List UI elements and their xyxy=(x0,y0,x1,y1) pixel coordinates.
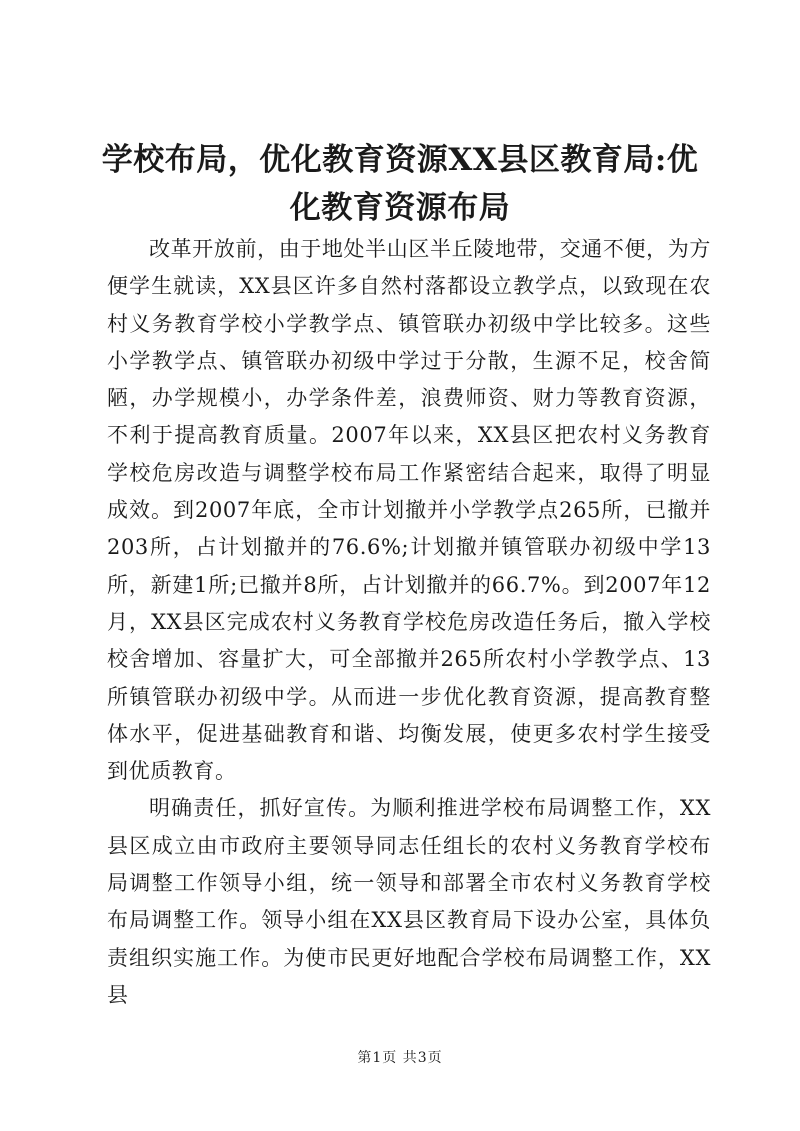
paragraph: 明确责任，抓好宣传。为顺利推进学校布局调整工作，XX县区成立由市政府主要领导同志任组长的农村义务教育学校布局调整工作领导小组，统一领导和部署全市农村义务教育学校布局调整工作。领导小组在XX县区教育局下设办公室，具体负责组织实施工作。为使市民更好地配合学校布局调整工作，XX县 xyxy=(107,796,711,1007)
page-number: 第1页 共3页 xyxy=(357,1050,443,1066)
document-title: 学校布局，优化教育资源XX县区教育局:优化教育资源布局 xyxy=(101,142,699,226)
document-body xyxy=(107,231,711,1014)
paragraph: 改革开放前，由于地处半山区半丘陵地带，交通不便，为方便学生就读，XX县区许多自然村落都设立教学点，以致现在农村义务教育学校小学教学点、镇管联办初级中学比较多。这些小学教学点、镇管联办初级中学过于分散，生源不足，校舍简陋，办学规模小，办学条件差，浪费师资、财力等教育资源，不利于提高教育质量。2007年以来，XX县区把农村义务教育学校危房改造与调整学校布局工作紧密结合起来，取得了明显成效。到2007年底，全市计划撤并小学教学点265所，已撤并203所，占计划撤并的76.6%;计划撤并镇管联办初级中学13所，新建1所;已撤并8所，占计划撤并的66.7%。到2007年12月，XX县区完成农村义务教育学校危房改造任务后，撤入学校校舍增加、容量扩大，可全部撤并265所农村小学教学点、13所镇管联办初级中学。从而进一步优化教育资源，提高教育整体水平，促进基础教育和谐、均衡发展，使更多农村学生接受到优质教育。 xyxy=(107,237,711,784)
